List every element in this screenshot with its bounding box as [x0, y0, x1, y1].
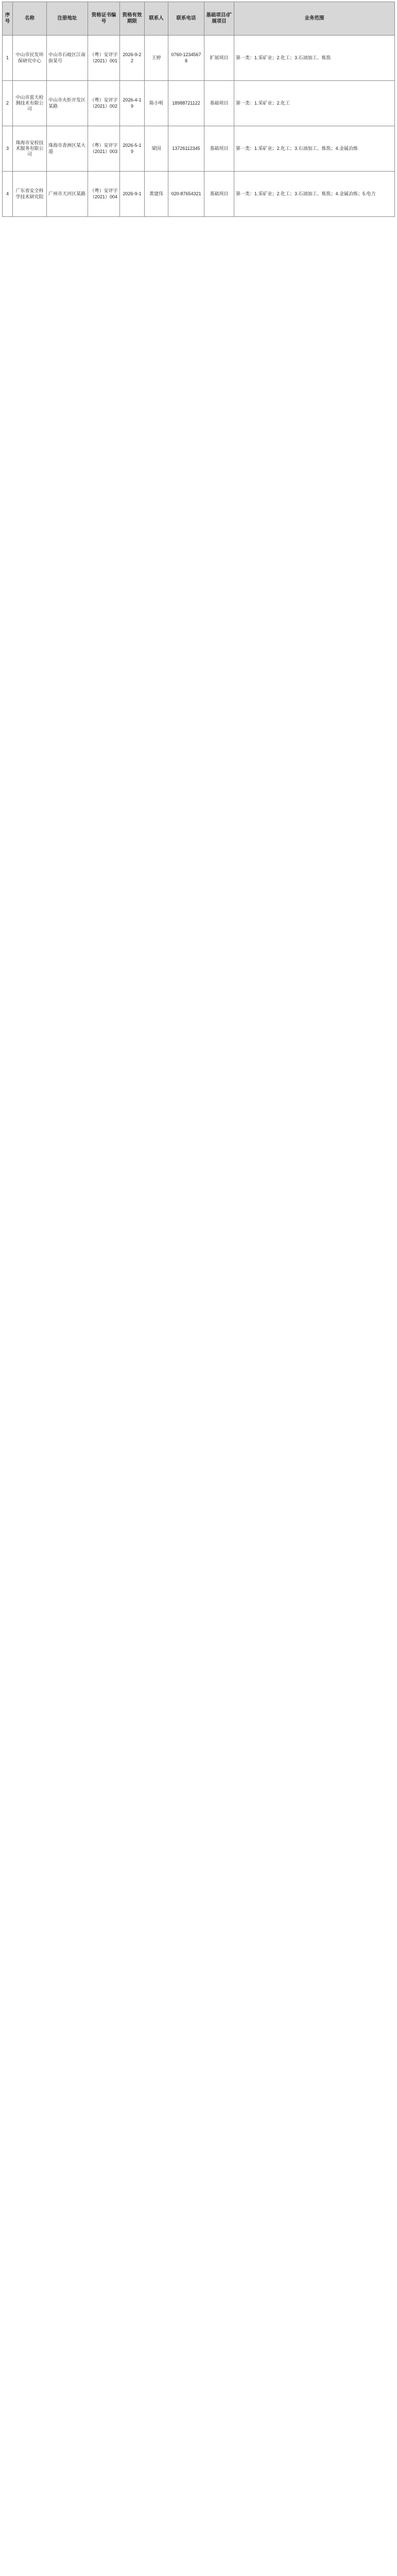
cell-addr: 中山市石岐区江南街某号 — [47, 36, 88, 81]
qualification-table — [2, 2, 395, 217]
header-date: 资格有效期限 — [120, 2, 145, 36]
cell-type: 扩展项目 — [204, 36, 234, 81]
cell-type: 基础项目 — [204, 172, 234, 217]
cell-date: 2026-9-22 — [120, 36, 145, 81]
cell-type: 基础项目 — [204, 126, 234, 172]
cell-addr: 中山市火炬开发区某路 — [47, 81, 88, 126]
header-cert: 资格证书编号 — [88, 2, 120, 36]
header-address: 注册地址 — [47, 2, 88, 36]
cell-date: 2026-4-19 — [120, 81, 145, 126]
cell-cert: （粤）安评字（2021）003 — [88, 126, 120, 172]
table-row — [3, 36, 395, 81]
cell-scope: 第一类：1.采矿业；2.化工；3.石油加工、炼焦；4.金属冶炼 — [234, 126, 395, 172]
header-phone: 联系电话 — [168, 2, 204, 36]
cell-contact: 黄建伟 — [145, 172, 168, 217]
table-row — [3, 172, 395, 217]
header-contact: 联系人 — [145, 2, 168, 36]
cell-name: 中山市民发环保研究中心 — [13, 36, 47, 81]
header-name: 名称 — [13, 2, 47, 36]
cell-no: 3 — [3, 126, 13, 172]
cell-addr: 珠海市香洲区某大道 — [47, 126, 88, 172]
cell-scope: 第一类：1.采矿业；2.化工；3.石油加工、炼焦 — [234, 36, 395, 81]
cell-name: 珠海市安检技术服务有限公司 — [13, 126, 47, 172]
cell-name: 广东省安全科学技术研究院 — [13, 172, 47, 217]
cell-scope: 第一类：1.采矿业；2.化工 — [234, 81, 395, 126]
cell-scope: 第一类：1.采矿业；2.化工；3.石油加工、炼焦；4.金属冶炼；5.电力 — [234, 172, 395, 217]
cell-type: 基础项目 — [204, 81, 234, 126]
header-scope: 业务范围 — [234, 2, 395, 36]
table-header — [3, 2, 395, 36]
cell-date: 2026-9-1 — [120, 172, 145, 217]
cell-no: 1 — [3, 36, 13, 81]
cell-cert: （粤）安评字（2021）004 — [88, 172, 120, 217]
cell-phone: 13726112345 — [168, 126, 204, 172]
table-body — [3, 36, 395, 217]
cell-contact: 王婷 — [145, 36, 168, 81]
cell-contact: 陈小明 — [145, 81, 168, 126]
cell-phone: 18988721122 — [168, 81, 204, 126]
cell-cert: （粤）安评字（2021）002 — [88, 81, 120, 126]
cell-contact: 梁国 — [145, 126, 168, 172]
cell-addr: 广州市天河区某路 — [47, 172, 88, 217]
cell-date: 2026-5-19 — [120, 126, 145, 172]
cell-name: 中山市蓝天检测技术有限公司 — [13, 81, 47, 126]
cell-phone: 0760-12345678 — [168, 36, 204, 81]
table-row — [3, 126, 395, 172]
cell-no: 4 — [3, 172, 13, 217]
table-row — [3, 81, 395, 126]
cell-phone: 020-87654321 — [168, 172, 204, 217]
header-type: 基础项目/扩展项目 — [204, 2, 234, 36]
header-no: 序号 — [3, 2, 13, 36]
cell-no: 2 — [3, 81, 13, 126]
cell-cert: （粤）安评字（2021）001 — [88, 36, 120, 81]
